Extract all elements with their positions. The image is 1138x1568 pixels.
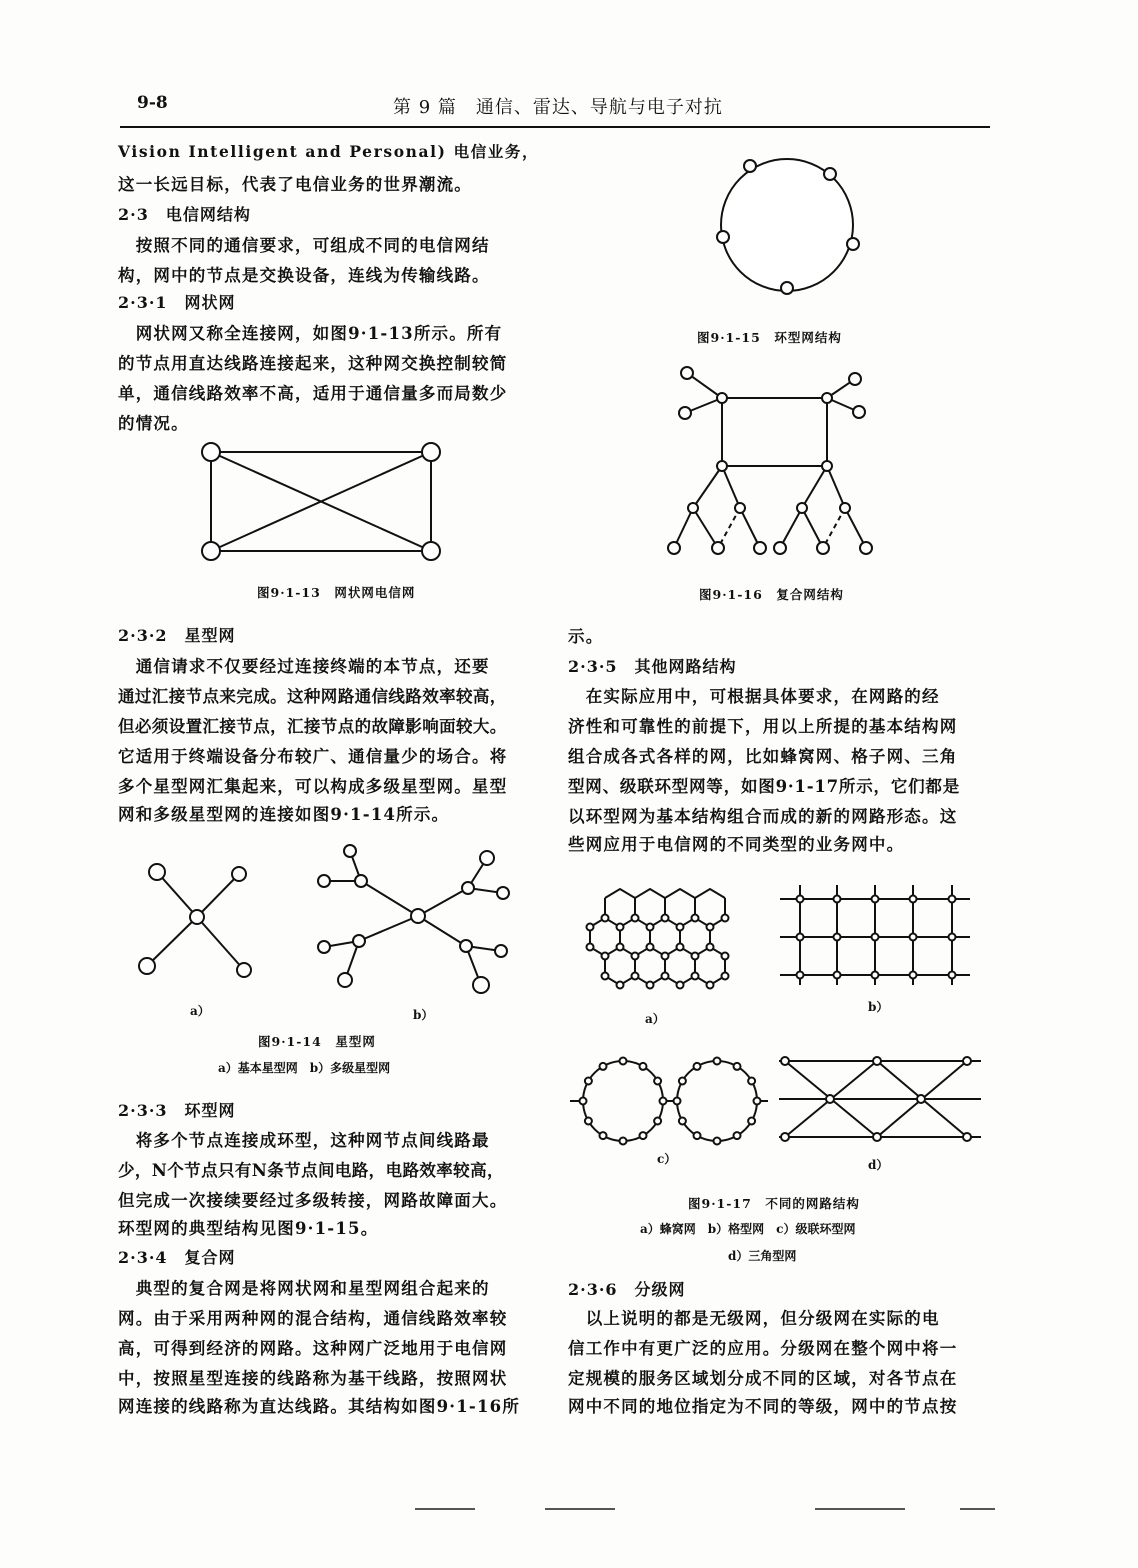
grid-node — [797, 896, 804, 903]
cascaded-ring-network-figure — [570, 1055, 770, 1155]
text-line: 但完成一次接续要经过多级转接，网路故障面大。 — [118, 1191, 508, 1210]
ring-node — [674, 1098, 681, 1105]
figure-label: b） — [413, 1008, 434, 1022]
text-line: 中，按照星型连接的线路称为基干线路，按照网状 — [118, 1369, 508, 1388]
ring-node — [714, 1138, 721, 1145]
ring-node — [714, 1058, 721, 1065]
grid-node — [910, 934, 917, 941]
grid-node — [872, 934, 879, 941]
text-line: 按照不同的通信要求，可组成不同的电信网结 — [118, 236, 490, 255]
honeycomb-node — [617, 944, 624, 951]
ring-node — [600, 1063, 607, 1070]
honeycomb-node — [722, 973, 729, 980]
figure-label: d） — [868, 1158, 889, 1172]
ring-node — [654, 1118, 661, 1125]
grid-node — [949, 972, 956, 979]
figure-caption: 图9·1-15 环型网结构 — [697, 330, 842, 345]
text-line: 以上说明的都是无级网，但分级网在实际的电 — [568, 1309, 940, 1328]
grid-node — [949, 896, 956, 903]
mesh-network-figure — [190, 435, 460, 575]
scan-mark — [960, 1508, 995, 1510]
honeycomb-node — [617, 982, 624, 989]
text-line: 网连接的线路称为直达线路。其结构如图9·1-16所 — [118, 1397, 521, 1416]
ring-node — [694, 1063, 701, 1070]
ring-node — [679, 1118, 686, 1125]
ring-node — [600, 1132, 607, 1139]
grid-node — [797, 934, 804, 941]
figure-label: b） — [868, 1000, 889, 1014]
text-line: 高，可得到经济的网路。这种网广泛地用于电信网 — [118, 1339, 508, 1358]
figure-caption: 图9·1-13 网状网电信网 — [257, 585, 416, 600]
figure-subcaption: d）三角型网 — [728, 1249, 797, 1263]
honeycomb-node — [662, 915, 669, 922]
honeycomb-network-figure — [585, 880, 735, 1000]
text-line: 构，网中的节点是交换设备，连线为传输线路。 — [118, 266, 490, 285]
text-line: 这一长远目标，代表了电信业务的世界潮流。 — [118, 175, 472, 194]
text-line: 通过汇接节点来完成。这种网路通信线路效率较高， — [118, 687, 507, 706]
ring-node — [734, 1063, 741, 1070]
multilevel-star-network-figure — [310, 840, 520, 990]
honeycomb-node — [677, 924, 684, 931]
text-line: 示。 — [568, 627, 604, 646]
scan-mark — [415, 1508, 475, 1510]
ring-node — [748, 1078, 755, 1085]
text-line: 网状网又称全连接网，如图9·1-13所示。所有 — [118, 324, 503, 343]
grid-node — [834, 896, 841, 903]
ring-node — [754, 1098, 761, 1105]
honeycomb-node — [677, 944, 684, 951]
text-line: 组合成各式各样的网，比如蜂窝网、格子网、三角 — [568, 747, 958, 766]
ring-node — [734, 1132, 741, 1139]
scan-mark — [545, 1508, 615, 1510]
triangle-network-figure — [775, 1055, 990, 1150]
grid-node — [910, 972, 917, 979]
text-line: 单，通信线路效率不高，适用于通信量多而局数少 — [118, 384, 508, 403]
text-line: 少，N个节点只有N条节点间电路，电路效率较高， — [118, 1161, 504, 1180]
honeycomb-node — [707, 924, 714, 931]
section-heading: 2·3 电信网结构 — [118, 205, 251, 224]
ring-node — [640, 1063, 647, 1070]
honeycomb-node — [602, 973, 609, 980]
ring-node — [620, 1058, 627, 1065]
text-line: 定规模的服务区域划分成不同的区域，对各节点在 — [568, 1369, 958, 1388]
section-heading: 2·3·2 星型网 — [118, 626, 236, 645]
honeycomb-node — [707, 982, 714, 989]
ring-network-figure — [710, 155, 870, 305]
scan-mark — [815, 1508, 905, 1510]
text-line: 但必须设置汇接节点，汇接节点的故障影响面较大。 — [118, 717, 507, 736]
honeycomb-node — [692, 953, 699, 960]
composite-network-figure — [660, 360, 885, 565]
honeycomb-node — [692, 973, 699, 980]
figure-label: a） — [190, 1004, 210, 1018]
figure-caption: 图9·1-16 复合网结构 — [699, 587, 844, 602]
text-line: 在实际应用中，可根据具体要求，在网路的经 — [568, 687, 940, 706]
grid-node — [910, 896, 917, 903]
honeycomb-node — [722, 915, 729, 922]
ring-node — [620, 1138, 627, 1145]
ring-node — [580, 1098, 587, 1105]
text-line: 典型的复合网是将网状网和星型网组合起来的 — [118, 1279, 490, 1298]
grid-node — [834, 934, 841, 941]
honeycomb-node — [662, 973, 669, 980]
honeycomb-node — [617, 924, 624, 931]
ring-node — [660, 1098, 667, 1105]
honeycomb-node — [632, 973, 639, 980]
text-line: 以环型网为基本结构组合而成的新的网路形态。这 — [568, 807, 958, 826]
figure-caption: 图9·1-14 星型网 — [258, 1034, 376, 1049]
page-header-title: 第 9 篇 通信、雷达、导航与电子对抗 — [393, 97, 723, 118]
section-heading: 2·3·5 其他网路结构 — [568, 657, 737, 676]
ring-node — [585, 1078, 592, 1085]
honeycomb-node — [632, 953, 639, 960]
grid-node — [872, 896, 879, 903]
text-line: 信工作中有更广泛的应用。分级网在整个网中将一 — [568, 1339, 958, 1358]
honeycomb-node — [662, 953, 669, 960]
ring-node — [654, 1078, 661, 1085]
text-line: 的节点用直达线路连接起来，这种网交换控制较简 — [118, 354, 508, 373]
honeycomb-node — [587, 924, 594, 931]
text-line: 通信请求不仅要经过连接终端的本节点，还要 — [118, 657, 490, 676]
text-line: 网中不同的地位指定为不同的等级，网中的节点按 — [568, 1397, 958, 1416]
ring-node — [585, 1118, 592, 1125]
section-heading: 2·3·6 分级网 — [568, 1280, 686, 1299]
text-line: 网。由于采用两种网的混合结构，通信线路效率较 — [118, 1309, 508, 1328]
honeycomb-node — [647, 944, 654, 951]
grid-node — [949, 934, 956, 941]
figure-label: c） — [657, 1152, 677, 1166]
text-line: Vision Intelligent and Personal) 电信业务， — [118, 142, 540, 161]
text-line: 的情况。 — [118, 414, 189, 433]
basic-star-network-figure — [130, 855, 270, 985]
honeycomb-node — [677, 982, 684, 989]
text-line: 网和多级星型网的连接如图9·1-14所示。 — [118, 805, 450, 824]
figure-subcaption: a）基本星型网 b）多级星型网 — [218, 1061, 391, 1075]
text-line: 环型网的典型结构见图9·1-15。 — [118, 1219, 379, 1238]
grid-node — [872, 972, 879, 979]
honeycomb-node — [602, 915, 609, 922]
text-line: 型网、级联环型网等，如图9·1-17所示，它们都是 — [568, 777, 961, 796]
section-heading: 2·3·4 复合网 — [118, 1248, 236, 1267]
grid-node — [834, 972, 841, 979]
honeycomb-node — [587, 944, 594, 951]
ring-node — [748, 1118, 755, 1125]
text-line: 它适用于终端设备分布较广、通信量少的场合。将 — [118, 747, 508, 766]
honeycomb-node — [647, 982, 654, 989]
section-heading: 2·3·3 环型网 — [118, 1101, 236, 1120]
honeycomb-node — [632, 915, 639, 922]
ring-node — [694, 1132, 701, 1139]
honeycomb-node — [707, 944, 714, 951]
grid-node — [797, 972, 804, 979]
section-heading: 2·3·1 网状网 — [118, 293, 236, 312]
ring-node — [679, 1078, 686, 1085]
ring-node — [640, 1132, 647, 1139]
figure-label: a） — [645, 1012, 665, 1026]
honeycomb-node — [602, 953, 609, 960]
page-number: 9-8 — [137, 93, 168, 113]
figure-subcaption: a）蜂窝网 b）格型网 c）级联环型网 — [640, 1222, 856, 1236]
text-line: 多个星型网汇集起来，可以构成多级星型网。星型 — [118, 777, 508, 796]
honeycomb-node — [692, 915, 699, 922]
header-rule — [120, 126, 990, 128]
text-line: 将多个节点连接成环型，这种网节点间线路最 — [118, 1131, 490, 1150]
text-line: 些网应用于电信网的不同类型的业务网中。 — [568, 835, 905, 854]
text-line: 济性和可靠性的前提下，用以上所提的基本结构网 — [568, 717, 958, 736]
grid-network-figure — [780, 885, 975, 985]
figure-caption: 图9·1-17 不同的网路结构 — [688, 1196, 860, 1211]
honeycomb-node — [647, 924, 654, 931]
honeycomb-node — [722, 953, 729, 960]
